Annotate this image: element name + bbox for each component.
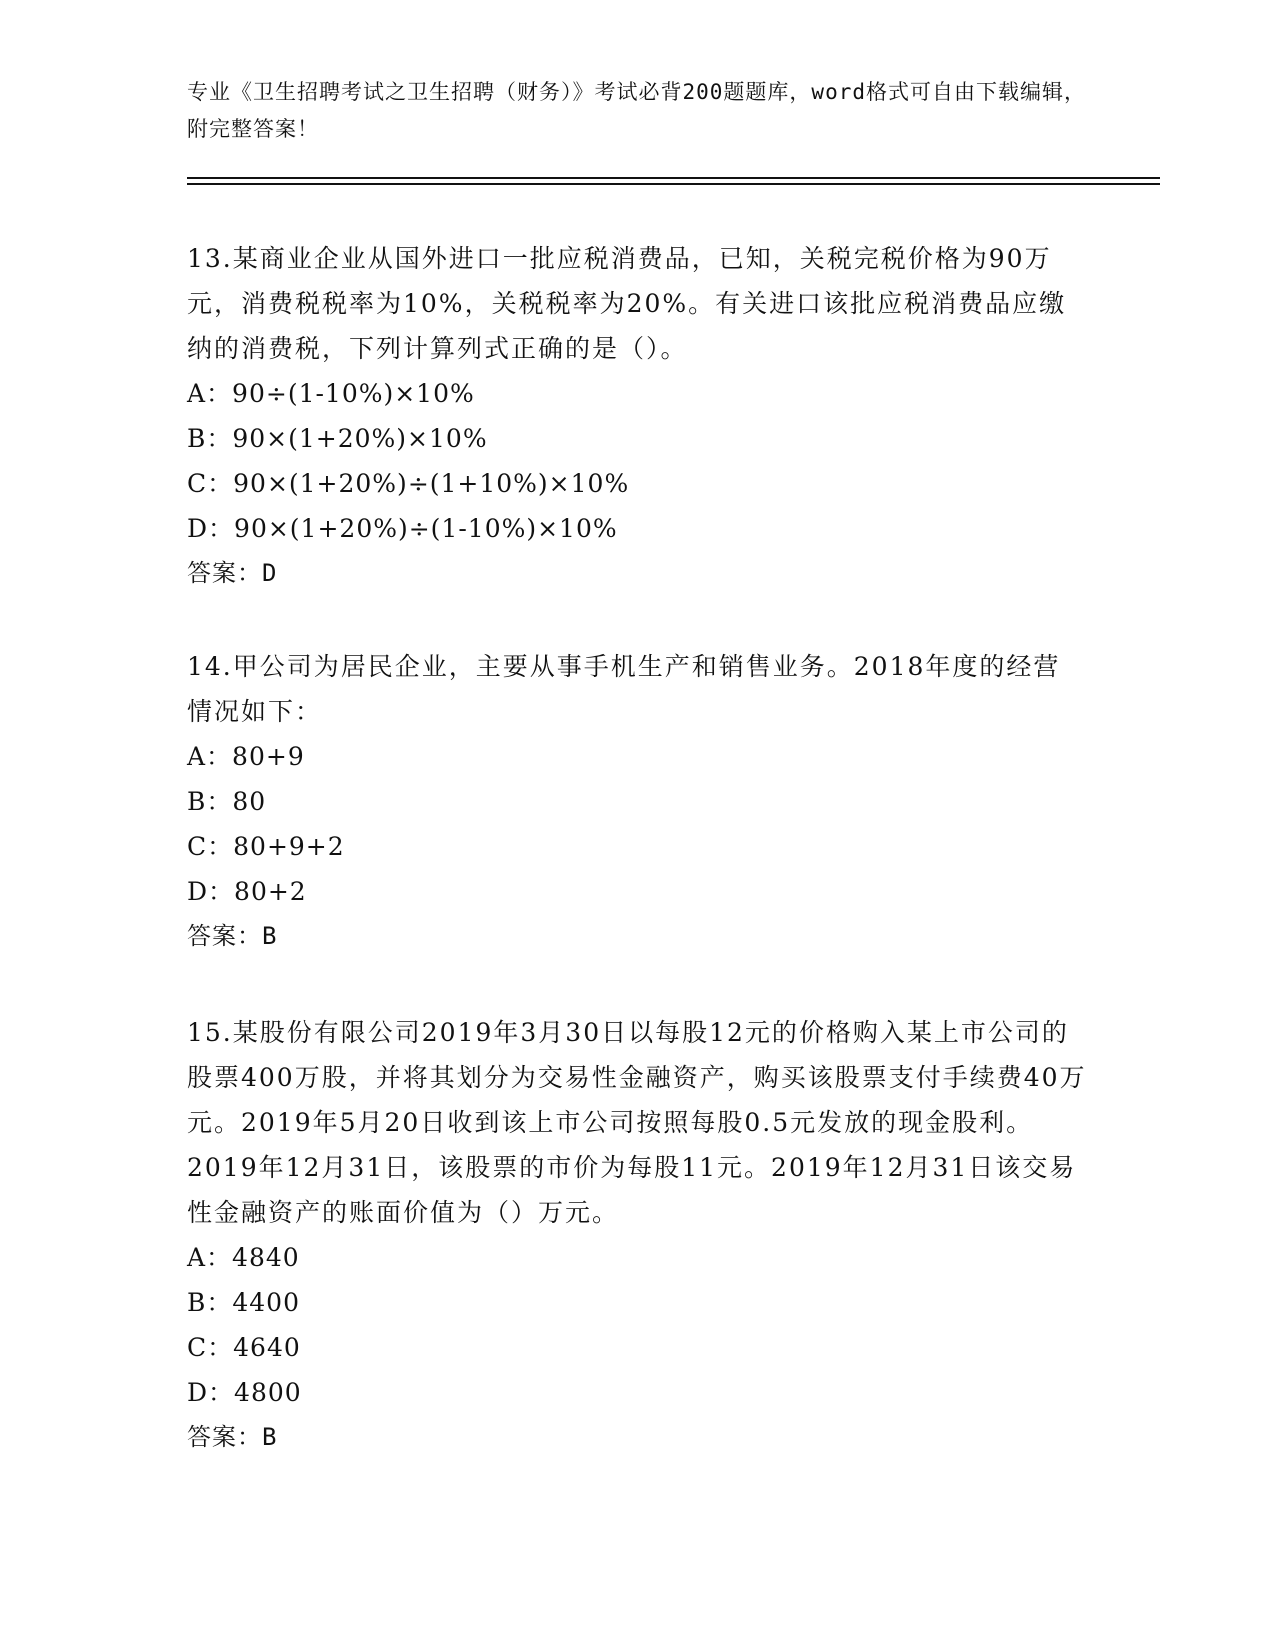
header-divider-top bbox=[187, 177, 1160, 179]
answer-line: 答案：D bbox=[187, 559, 278, 587]
answer-line: 答案：B bbox=[187, 922, 278, 950]
option-c: C：90×(1+20%)÷(1+10%)×10% bbox=[187, 469, 630, 498]
option-b: B：4400 bbox=[187, 1288, 300, 1317]
question-stem: 14.甲公司为居民企业，主要从事手机生产和销售业务。2018年度的经营情况如下： bbox=[187, 652, 1061, 726]
question-15 bbox=[187, 1010, 1087, 1460]
option-a: A：4840 bbox=[187, 1243, 300, 1272]
option-d: D：4800 bbox=[187, 1378, 302, 1407]
option-a: A：80+9 bbox=[187, 742, 305, 771]
option-b: B：80 bbox=[187, 787, 267, 816]
question-stem: 15.某股份有限公司2019年3月30日以每股12元的价格购入某上市公司的股票400万股，并将其划分为交易性金融资产，购买该股票支付手续费40万元。2019年5月20日收到该上市公司按照每股0.5元发放的现金股利。2019年12月31日，该股票的市价为每股11元。2019年12月31日该交易性金融资产的账面价值为（）万元。 bbox=[187, 1018, 1087, 1227]
option-c: C：80+9+2 bbox=[187, 832, 345, 861]
option-b: B：90×(1+20%)×10% bbox=[187, 424, 488, 453]
option-d: D：90×(1+20%)÷(1-10%)×10% bbox=[187, 514, 618, 543]
question-14 bbox=[187, 644, 1087, 959]
option-a: A：90÷(1-10%)×10% bbox=[187, 379, 475, 408]
header-divider-bottom bbox=[187, 183, 1160, 185]
option-c: C：4640 bbox=[187, 1333, 301, 1362]
question-13 bbox=[187, 236, 1087, 596]
option-d: D：80+2 bbox=[187, 877, 307, 906]
question-stem: 13.某商业企业从国外进口一批应税消费品，已知，关税完税价格为90万元，消费税税率为10%，关税税率为20%。有关进口该批应税消费品应缴纳的消费税，下列计算列式正确的是（）。 bbox=[187, 244, 1067, 363]
document-header: 专业《卫生招聘考试之卫生招聘（财务）》考试必背200题题库，word格式可自由下载编辑，附完整答案！ bbox=[187, 80, 1086, 141]
answer-line: 答案：B bbox=[187, 1423, 278, 1451]
